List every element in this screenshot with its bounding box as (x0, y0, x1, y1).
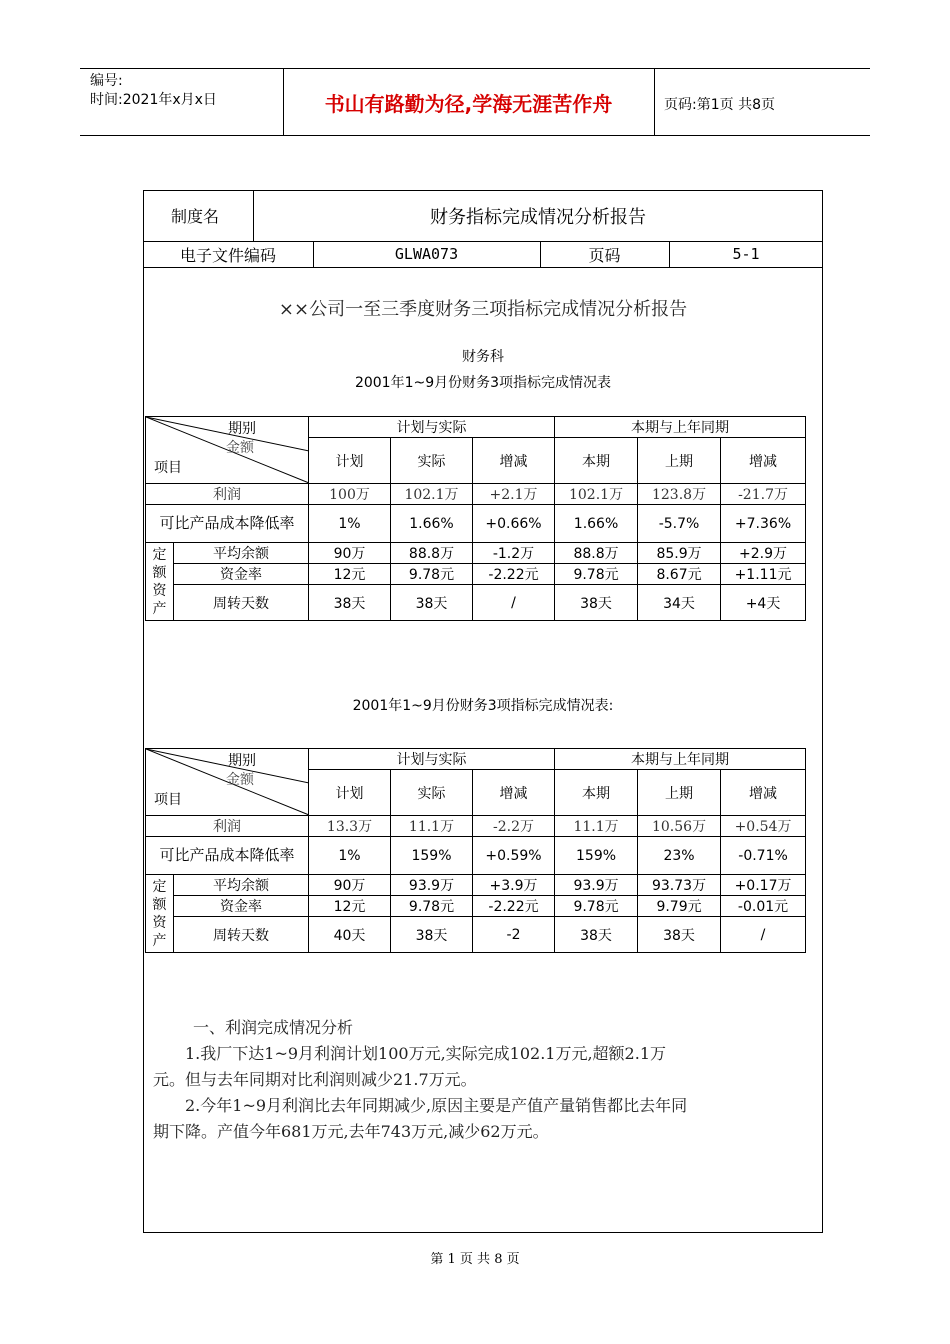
cell: 11.1万 (555, 816, 638, 837)
cell: 23% (638, 837, 721, 875)
col-header-plan: 计划 (309, 438, 391, 484)
cell: 38天 (309, 585, 391, 621)
group-char: 产 (152, 932, 167, 949)
cell: 100万 (309, 484, 391, 505)
cell: 9.78元 (391, 896, 473, 917)
table1-caption: 2001年1~9月份财务3项指标完成情况表 (354, 375, 612, 391)
header-amount: 金额 (226, 772, 254, 788)
group-char: 产 (152, 600, 167, 617)
table-row (146, 484, 806, 505)
group-char: 定 (152, 878, 167, 895)
document-time-label: 时间:2021年x月x日 (90, 92, 217, 108)
header-page-info: 页码:第1页 共8页 (664, 97, 775, 113)
cell: -2.22元 (473, 896, 555, 917)
group-char: 额 (152, 896, 167, 913)
page-value: 5-1 (732, 245, 760, 263)
table-header-diagonal-cell (146, 749, 309, 816)
col-header-change-2: 增减 (721, 770, 806, 816)
cell: 38天 (638, 917, 721, 953)
row-label-fund-rate: 资金率 (174, 564, 309, 585)
analysis-paragraph-1-line-1: 1.我厂下达1~9月利润计划100万元,实际完成102.1万元,超额2.1万 (185, 1044, 666, 1063)
analysis-paragraph-2-line-2: 期下降。产值今年681万元,去年743万元,减少62万元。 (153, 1122, 549, 1141)
cell: 9.78元 (391, 564, 473, 585)
cell: 93.9万 (555, 875, 638, 896)
header-item: 项目 (154, 792, 182, 808)
col-header-current: 本期 (555, 438, 638, 484)
cell: +1.11元 (721, 564, 806, 585)
document-number-label: 编号: (90, 73, 123, 89)
cell: +2.9万 (721, 543, 806, 564)
table2-caption: 2001年1~9月份财务3项指标完成情况表: (352, 698, 614, 714)
analysis-paragraph-1-line-2: 元。但与去年同期对比利润则减少21.7万元。 (153, 1070, 477, 1089)
header-item: 项目 (154, 460, 182, 476)
row-label-avg-balance: 平均余额 (174, 543, 309, 564)
header-plan-vs-actual: 计划与实际 (309, 417, 555, 438)
cell: 11.1万 (391, 816, 473, 837)
header-period: 期别 (228, 753, 256, 769)
cell: 34天 (638, 585, 721, 621)
header-current-vs-last: 本期与上年同期 (555, 417, 806, 438)
cell: 93.9万 (391, 875, 473, 896)
group-char: 资 (152, 582, 167, 599)
header-amount: 金额 (226, 440, 254, 456)
cell: -5.7% (638, 505, 721, 543)
cell: 90万 (309, 543, 391, 564)
cell: +3.9万 (473, 875, 555, 896)
cell: 85.9万 (638, 543, 721, 564)
cell: -0.01元 (721, 896, 806, 917)
col-header-plan: 计划 (309, 770, 391, 816)
header-meta (90, 72, 217, 110)
cell: -2 (473, 917, 555, 953)
cell: 1.66% (391, 505, 473, 543)
table-row (146, 543, 806, 564)
table-row (146, 896, 806, 917)
cell: +2.1万 (473, 484, 555, 505)
cell: -21.7万 (721, 484, 806, 505)
row-label-cost-rate: 可比产品成本降低率 (146, 505, 309, 543)
indicator-table-1 (145, 416, 806, 621)
form-row-divider-2 (143, 267, 823, 268)
group-char: 定 (152, 546, 167, 563)
col-header-actual: 实际 (391, 770, 473, 816)
cell: +0.66% (473, 505, 555, 543)
row-label-profit: 利润 (146, 484, 309, 505)
indicator-table-2 (145, 748, 806, 953)
cell: 102.1万 (391, 484, 473, 505)
row-group-fixed-assets (146, 875, 174, 953)
system-name-label: 制度名 (171, 207, 220, 226)
col-header-change: 增减 (473, 438, 555, 484)
cell: 123.8万 (638, 484, 721, 505)
cell: 12元 (309, 564, 391, 585)
col-header-current: 本期 (555, 770, 638, 816)
cell: 9.78元 (555, 896, 638, 917)
cell: / (721, 917, 806, 953)
table-row (146, 816, 806, 837)
cell: 88.8万 (555, 543, 638, 564)
cell: 1.66% (555, 505, 638, 543)
cell: 8.67元 (638, 564, 721, 585)
table-row (146, 917, 806, 953)
cell: 159% (391, 837, 473, 875)
row-group-fixed-assets (146, 543, 174, 621)
header-period: 期别 (228, 421, 256, 437)
cell: 40天 (309, 917, 391, 953)
report-title: ××公司一至三季度财务三项指标完成情况分析报告 (278, 299, 688, 320)
col-header-change-2: 增减 (721, 438, 806, 484)
cell: 102.1万 (555, 484, 638, 505)
row-label-avg-balance: 平均余额 (174, 875, 309, 896)
system-name-value: 财务指标完成情况分析报告 (430, 206, 646, 228)
cell: +0.59% (473, 837, 555, 875)
cell: 38天 (391, 917, 473, 953)
page-footer: 第 1 页 共 8 页 (430, 1252, 520, 1267)
analysis-heading: 一、利润完成情况分析 (193, 1018, 354, 1037)
header-current-vs-last: 本期与上年同期 (555, 749, 806, 770)
cell: -1.2万 (473, 543, 555, 564)
cell: 1% (309, 837, 391, 875)
cell: 9.78元 (555, 564, 638, 585)
analysis-paragraph-2-line-1: 2.今年1~9月利润比去年同期减少,原因主要是产值产量销售都比去年同 (185, 1096, 688, 1115)
row-label-turnover-days: 周转天数 (174, 585, 309, 621)
cell: -0.71% (721, 837, 806, 875)
group-char: 额 (152, 564, 167, 581)
row-label-cost-rate: 可比产品成本降低率 (146, 837, 309, 875)
cell: 159% (555, 837, 638, 875)
table-row (146, 564, 806, 585)
cell: 38天 (555, 917, 638, 953)
row-label-fund-rate: 资金率 (174, 896, 309, 917)
table-header-diagonal-cell (146, 417, 309, 484)
col-header-change: 增减 (473, 770, 555, 816)
cell: 90万 (309, 875, 391, 896)
report-department: 财务科 (462, 349, 504, 365)
row-label-turnover-days: 周转天数 (174, 917, 309, 953)
col-header-previous: 上期 (638, 438, 721, 484)
cell: -2.2万 (473, 816, 555, 837)
file-code-label: 电子文件编码 (179, 245, 276, 265)
row-label-profit: 利润 (146, 816, 309, 837)
table-row (146, 505, 806, 543)
cell: +0.54万 (721, 816, 806, 837)
col-header-actual: 实际 (391, 438, 473, 484)
cell: +7.36% (721, 505, 806, 543)
analysis-section (153, 1015, 818, 1145)
file-code-value: GLWA073 (394, 245, 459, 263)
table-row (146, 585, 806, 621)
cell: 9.79元 (638, 896, 721, 917)
table-row (146, 875, 806, 896)
header-motto: 书山有路勤为径,学海无涯苦作舟 (324, 91, 613, 116)
cell: 38天 (391, 585, 473, 621)
page-label: 页码 (588, 245, 621, 265)
col-header-previous: 上期 (638, 770, 721, 816)
cell: 10.56万 (638, 816, 721, 837)
header-divider-2 (654, 68, 655, 136)
cell: -2.22元 (473, 564, 555, 585)
cell: / (473, 585, 555, 621)
cell: 93.73万 (638, 875, 721, 896)
table-row (146, 837, 806, 875)
group-char: 资 (152, 914, 167, 931)
cell: 13.3万 (309, 816, 391, 837)
cell: 1% (309, 505, 391, 543)
cell: 88.8万 (391, 543, 473, 564)
header-plan-vs-actual: 计划与实际 (309, 749, 555, 770)
cell: 38天 (555, 585, 638, 621)
cell: +4天 (721, 585, 806, 621)
cell: 12元 (309, 896, 391, 917)
cell: +0.17万 (721, 875, 806, 896)
